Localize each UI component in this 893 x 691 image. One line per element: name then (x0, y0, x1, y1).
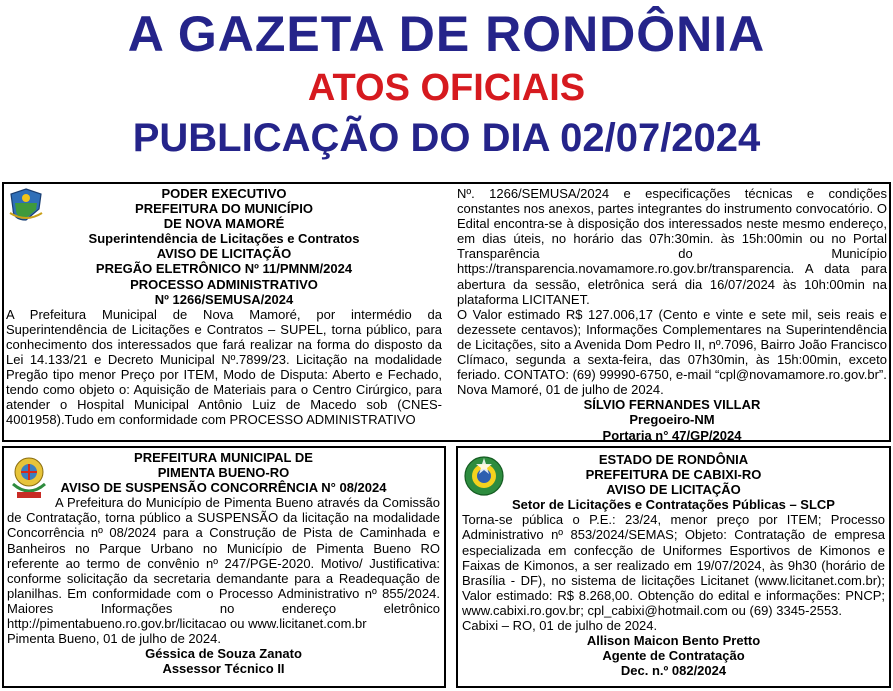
header-line: PREFEITURA DO MUNICÍPIO (135, 201, 313, 217)
place-date: Pimenta Bueno, 01 de julho de 2024. (7, 631, 221, 647)
header-line: PREGÃO ELETRÔNICO Nº 11/PMNM/2024 (95, 261, 353, 277)
notice-nova-mamore (2, 182, 891, 442)
notice-pimenta-bueno-column (7, 450, 440, 676)
header-line: PROCESSO ADMINISTRATIVO (130, 276, 318, 292)
header-line: PREFEITURA MUNICIPAL DE (134, 450, 313, 465)
notice-body: A Prefeitura do Município de Pimenta Bueno através da Comissão de Contratação, torna público a SUSPENSÃO da licitação na modalidade Concorrência nº 08/2024 para a Construção de Pista de Caminhada e Banheiros no Parque Urbano no Município de Pimenta Bueno RO referente ao termo de convênio nº 247/PGE-2020. Motivo/ Justificativa: conforme solicitação da secretaria demandante para a Readequação de planilhas. Em conformidade com o Processo Administrativo nº 855/2024. Maiores Informações no endereço eletrônico http://pimentabueno.ro.gov.br/licitacao ou www.licitanet.com.br (7, 495, 440, 632)
header-line: ESTADO DE RONDÔNIA (598, 452, 749, 467)
notice-body: Torna-se pública o P.E.: 23/24, menor preço por ITEM; Processo Administrativo nº 853/2024/SEMAS; Objeto: Contratação de empresa especializada em confecção de Uniformes Esportivos de Kimonos e Faixas de Kimonos, a ser realizado em 19/07/2024, às 9h30 (horário de Brasília - DF), no sistema de licitações Licitanet (www.licitanet.com.br); Valor estimado: R$ 8.268,00. Obtenção do edital e informações: PNCP; www.cabixi.ro.gov.br; cpl_cabixi@hotmail.com ou (69) 3345-2553. (462, 512, 885, 618)
header-line: AVISO DE LICITAÇÃO (606, 482, 741, 498)
notice-body: O Valor estimado R$ 127.006,17 (Cento e vinte e sete mil, seis reais e dezessete centavos); Informações Complementares na Superintendência de Licitações, sito a Avenida Dom Pedro II, nº.7096, Bairro João Francisco Clímaco, segunda a sexta-feira, das 07h30min, às 15h:00min, exceto feriado. CONTATO: (69) 99990-6750, e-mail “cpl@novamamore.ro.gov.br”. (457, 306, 887, 383)
header-line: PODER EXECUTIVO (161, 186, 287, 201)
publication-date: PUBLICAÇÃO DO DIA 02/07/2024 (132, 116, 761, 160)
notice-nova-mamore-right-column (457, 186, 887, 443)
signer-ordinance: Portaria n° 47/GP/2024 (602, 427, 742, 443)
signer-decree: Dec. n.º 082/2024 (620, 663, 727, 679)
header-line: DE NOVA MAMORÉ (163, 216, 285, 232)
header-line: Setor de Licitações e Contratações Públicas – SLCP (512, 497, 835, 513)
newspaper-title: A GAZETA DE RONDÔNIA (127, 6, 766, 62)
header-line: PREFEITURA DE CABIXI-RO (585, 467, 762, 483)
signer-role: Agente de Contratação (602, 648, 745, 664)
place-date: Cabixi – RO, 01 de julho de 2024. (462, 618, 658, 634)
signer-role: Pregoeiro-NM (629, 412, 715, 428)
notice-cabixi-column (462, 452, 885, 678)
notice-cabixi (456, 446, 891, 688)
notice-body: Nº. 1266/SEMUSA/2024 e especificações técnicas e condições constantes nos anexos, partes integrantes do instrumento convocatório. O Edital encontra-se à disposição dos interessados neste mesmo endereço, em dias úteis, no horário das 07h:30min. às 15h:00min ou no Portal Transparência do Município https://transparencia.novamamore.ro.gov.br/transparencia. A data para abertura da sessão, eletrônica será dia 16/07/2024 às 10h:00min na plataforma LICITANET. (457, 186, 887, 307)
signer-name: Géssica de Souza Zanato (145, 646, 302, 662)
place-date: Nova Mamoré, 01 de julho de 2024. (457, 382, 664, 398)
header-line: PIMENTA BUENO-RO (157, 465, 290, 481)
signer-name: Allison Maicon Bento Pretto (586, 633, 761, 649)
header-line: Superintendência de Licitações e Contratos (88, 231, 360, 247)
signer-name: SÍLVIO FERNANDES VILLAR (583, 397, 761, 413)
notice-body: A Prefeitura Municipal de Nova Mamoré, por intermédio da Superintendência de Licitações e Contratos – SUPEL, torna público, para conhecimento dos interessados que fará realizar na forma do disposto da Lei 14.133/21 e Decreto Municipal Nº.7899/23. Licitação na modalidade Pregão tipo menor Preço por ITEM, Modo de Disputa: Aberto e Fechado, tendo como objeto o: Aquisição de Materiais para o Centro Cirúrgico, para atender o Hospital Municipal Antônio Luiz de Macedo sob (CNES-4001958).Tudo em conformidade com PROCESSO ADMINISTRATIVO (6, 306, 442, 428)
header-line: AVISO DE SUSPENSÃO CONCORRÊNCIA N° 08/2024 (60, 480, 387, 496)
signer-role: Assessor Técnico II (162, 661, 285, 677)
header-line: Nº 1266/SEMUSA/2024 (154, 291, 294, 307)
notice-nova-mamore-left-column (6, 186, 442, 428)
section-title: ATOS OFICIAIS (307, 67, 586, 109)
header-line: AVISO DE LICITAÇÃO (156, 246, 292, 262)
notice-pimenta-bueno (2, 446, 446, 688)
